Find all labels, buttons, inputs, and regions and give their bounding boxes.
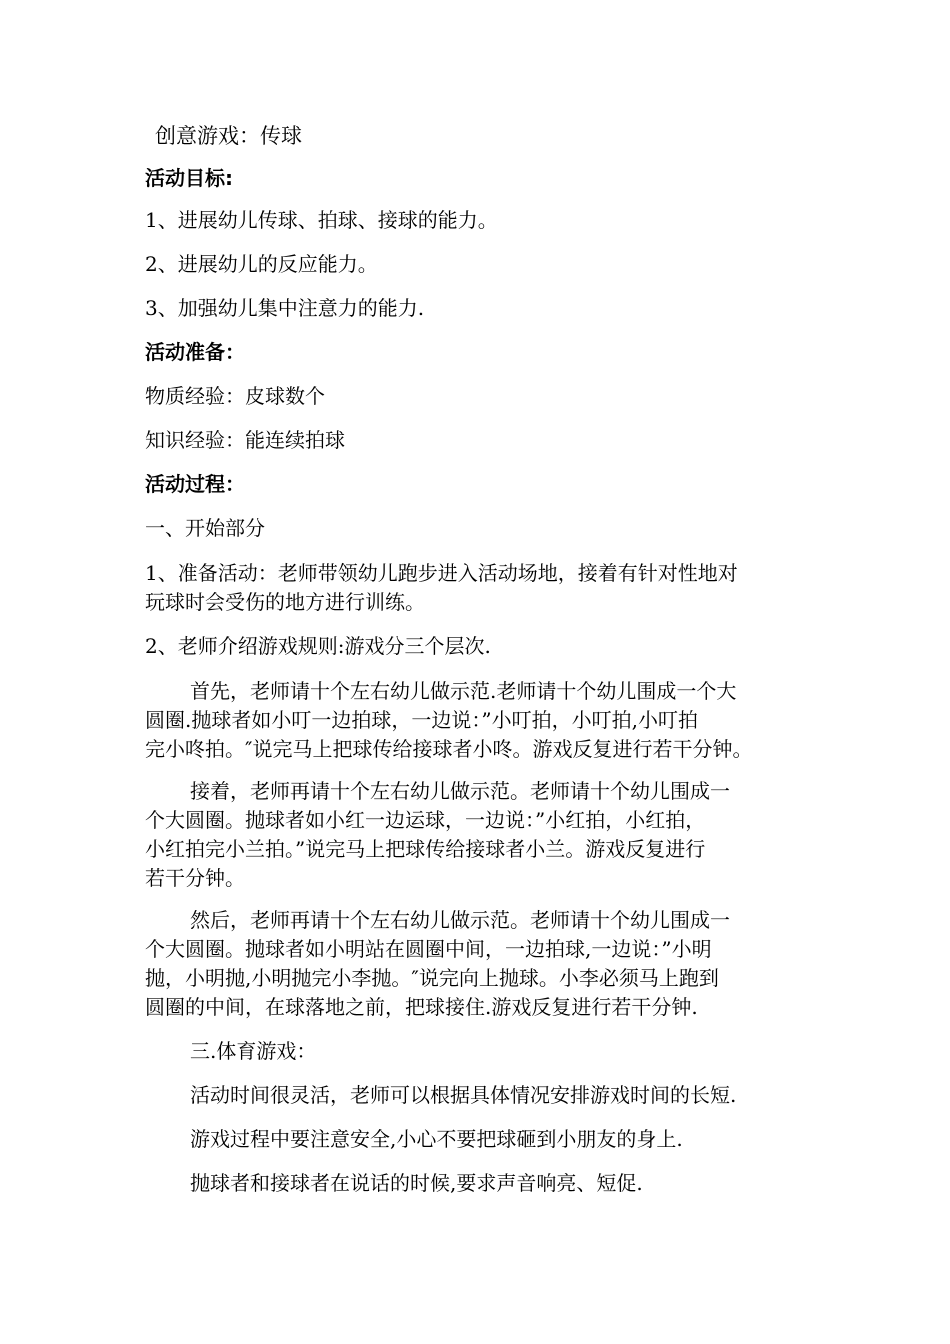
step-line: 1、准备活动：老师带领幼儿跑步进入活动场地，接着有针对性地对: [145, 561, 738, 585]
prep-item: 物质经验：皮球数个: [145, 384, 325, 408]
note-line: 游戏过程中要注意安全,小心不要把球砸到小朋友的身上.: [190, 1127, 683, 1151]
paragraph-line: 首先，老师请十个左右幼儿做示范.老师请十个幼儿围成一个大: [190, 679, 737, 703]
document-title: 创意游戏：传球: [155, 124, 302, 148]
paragraph-line: 完小咚拍。″说完马上把球传给接球者小咚。游戏反复进行若干分钟。: [145, 737, 753, 761]
step-line: 2、老师介绍游戏规则:游戏分三个层次.: [145, 634, 491, 658]
process-heading: 活动过程：: [145, 472, 245, 496]
paragraph-line: 个大圆圈。抛球者如小明站在圆圈中间，一边拍球,一边说：”小明: [145, 937, 712, 961]
paragraph-line: 圆圈.抛球者如小叮一边拍球，一边说：”小叮拍，小叮拍,小叮拍: [145, 708, 698, 732]
section-heading: 一、开始部分: [145, 516, 265, 540]
paragraph-line: 接着，老师再请十个左右幼儿做示范。老师请十个幼儿围成一: [190, 779, 730, 803]
prep-item: 知识经验：能连续拍球: [145, 428, 345, 452]
prep-heading: 活动准备：: [145, 340, 245, 364]
paragraph-line: 圆圈的中间，在球落地之前，把球接住.游戏反复进行若干分钟.: [145, 995, 698, 1019]
paragraph-line: 个大圆圈。抛球者如小红一边运球，一边说：”小红拍，小红拍，: [145, 808, 706, 832]
paragraph-line: 小红拍完小兰拍。”说完马上把球传给接球者小兰。游戏反复进行: [145, 837, 706, 861]
goals-heading: 活动目标:: [145, 166, 233, 190]
paragraph-line: 若干分钟。: [145, 866, 245, 890]
paragraph-line: 抛，小明抛,小明抛完小李抛。″说完向上抛球。小李必须马上跑到: [145, 966, 719, 990]
goal-item: 1、进展幼儿传球、拍球、接球的能力。: [145, 208, 498, 232]
note-line: 活动时间很灵活，老师可以根据具体情况安排游戏时间的长短.: [190, 1083, 737, 1107]
section-heading: 三.体育游戏：: [190, 1039, 317, 1063]
step-line: 玩球时会受伤的地方进行训练。: [145, 590, 425, 614]
note-line: 抛球者和接球者在说话的时候,要求声音响亮、短促.: [190, 1171, 643, 1195]
goal-item: 2、进展幼儿的反应能力。: [145, 252, 378, 276]
paragraph-line: 然后，老师再请十个左右幼儿做示范。老师请十个幼儿围成一: [190, 908, 730, 932]
goal-item: 3、加强幼儿集中注意力的能力.: [145, 296, 425, 320]
